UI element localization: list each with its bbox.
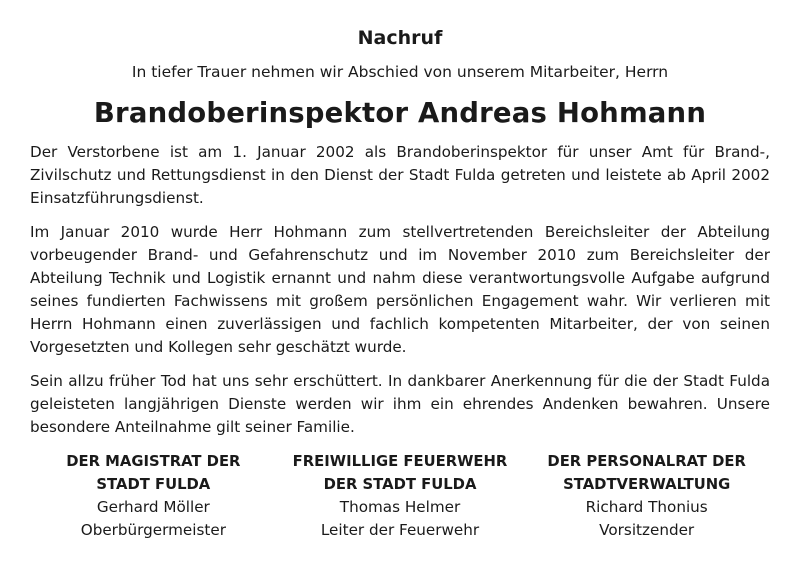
signature-role: Vorsitzender	[599, 521, 695, 539]
paragraph-career: Im Januar 2010 wurde Herr Hohmann zum stellvertretenden Bereichsleiter der Abteilung vorbeugender Brand- und Gefahrenschutz und im November 2010 zum Bereichsleiter der Abteilung Technik und Logistik ernannt und nahm diese verantwortungsvolle Aufgabe aufgrund seines fundierten Fachwissens mit großem persönlichen Engagement wahr. Wir verlieren mit Herrn Hohmann einen zuverlässigen und fachlich kompetenten Mitarbeiter, der von seinen Vorgesetzten und Kollegen sehr geschätzt wurde.	[30, 223, 770, 356]
signature-person: Gerhard Möller	[96, 498, 210, 516]
signature-person: Richard Thonius	[585, 498, 708, 516]
deceased-name: Brandoberinspektor Andreas Hohmann	[93, 97, 707, 129]
paragraph-condolence: Sein allzu früher Tod hat uns sehr erschüttert. In dankbarer Anerkennung für die der Stadt Fulda geleisteten langjährigen Dienste werden wir ihm ein ehrendes Andenken bewahren. Unsere besondere Anteilnahme gilt seiner Familie.	[30, 372, 770, 436]
signature-org: DER MAGISTRAT DER STADT FULDA	[66, 453, 241, 493]
signature-person: Thomas Helmer	[339, 498, 461, 516]
signature-magistrat	[30, 450, 277, 542]
signature-feuerwehr	[277, 450, 524, 542]
signature-org: DER PERSONALRAT DER STADTVERWALTUNG	[547, 453, 746, 493]
signature-role: Leiter der Feuerwehr	[320, 521, 480, 539]
paragraph-service-start: Der Verstorbene ist am 1. Januar 2002 als Brandoberinspektor für unser Amt für Brand-, Zivilschutz und Rettungsdienst in den Dienst der Stadt Fulda getreten und leistete ab April 2002 Einsatzführungsdienst.	[30, 143, 770, 207]
notice-body	[30, 141, 770, 439]
signature-org: FREIWILLIGE FEUERWEHR DER STADT FULDA	[292, 453, 508, 493]
signature-role: Oberbürgermeister	[80, 521, 226, 539]
notice-intro: In tiefer Trauer nehmen wir Abschied von unserem Mitarbeiter, Herrn	[131, 63, 669, 81]
signature-personalrat	[523, 450, 770, 542]
signature-block	[30, 450, 770, 542]
notice-heading: Nachruf	[357, 27, 443, 49]
